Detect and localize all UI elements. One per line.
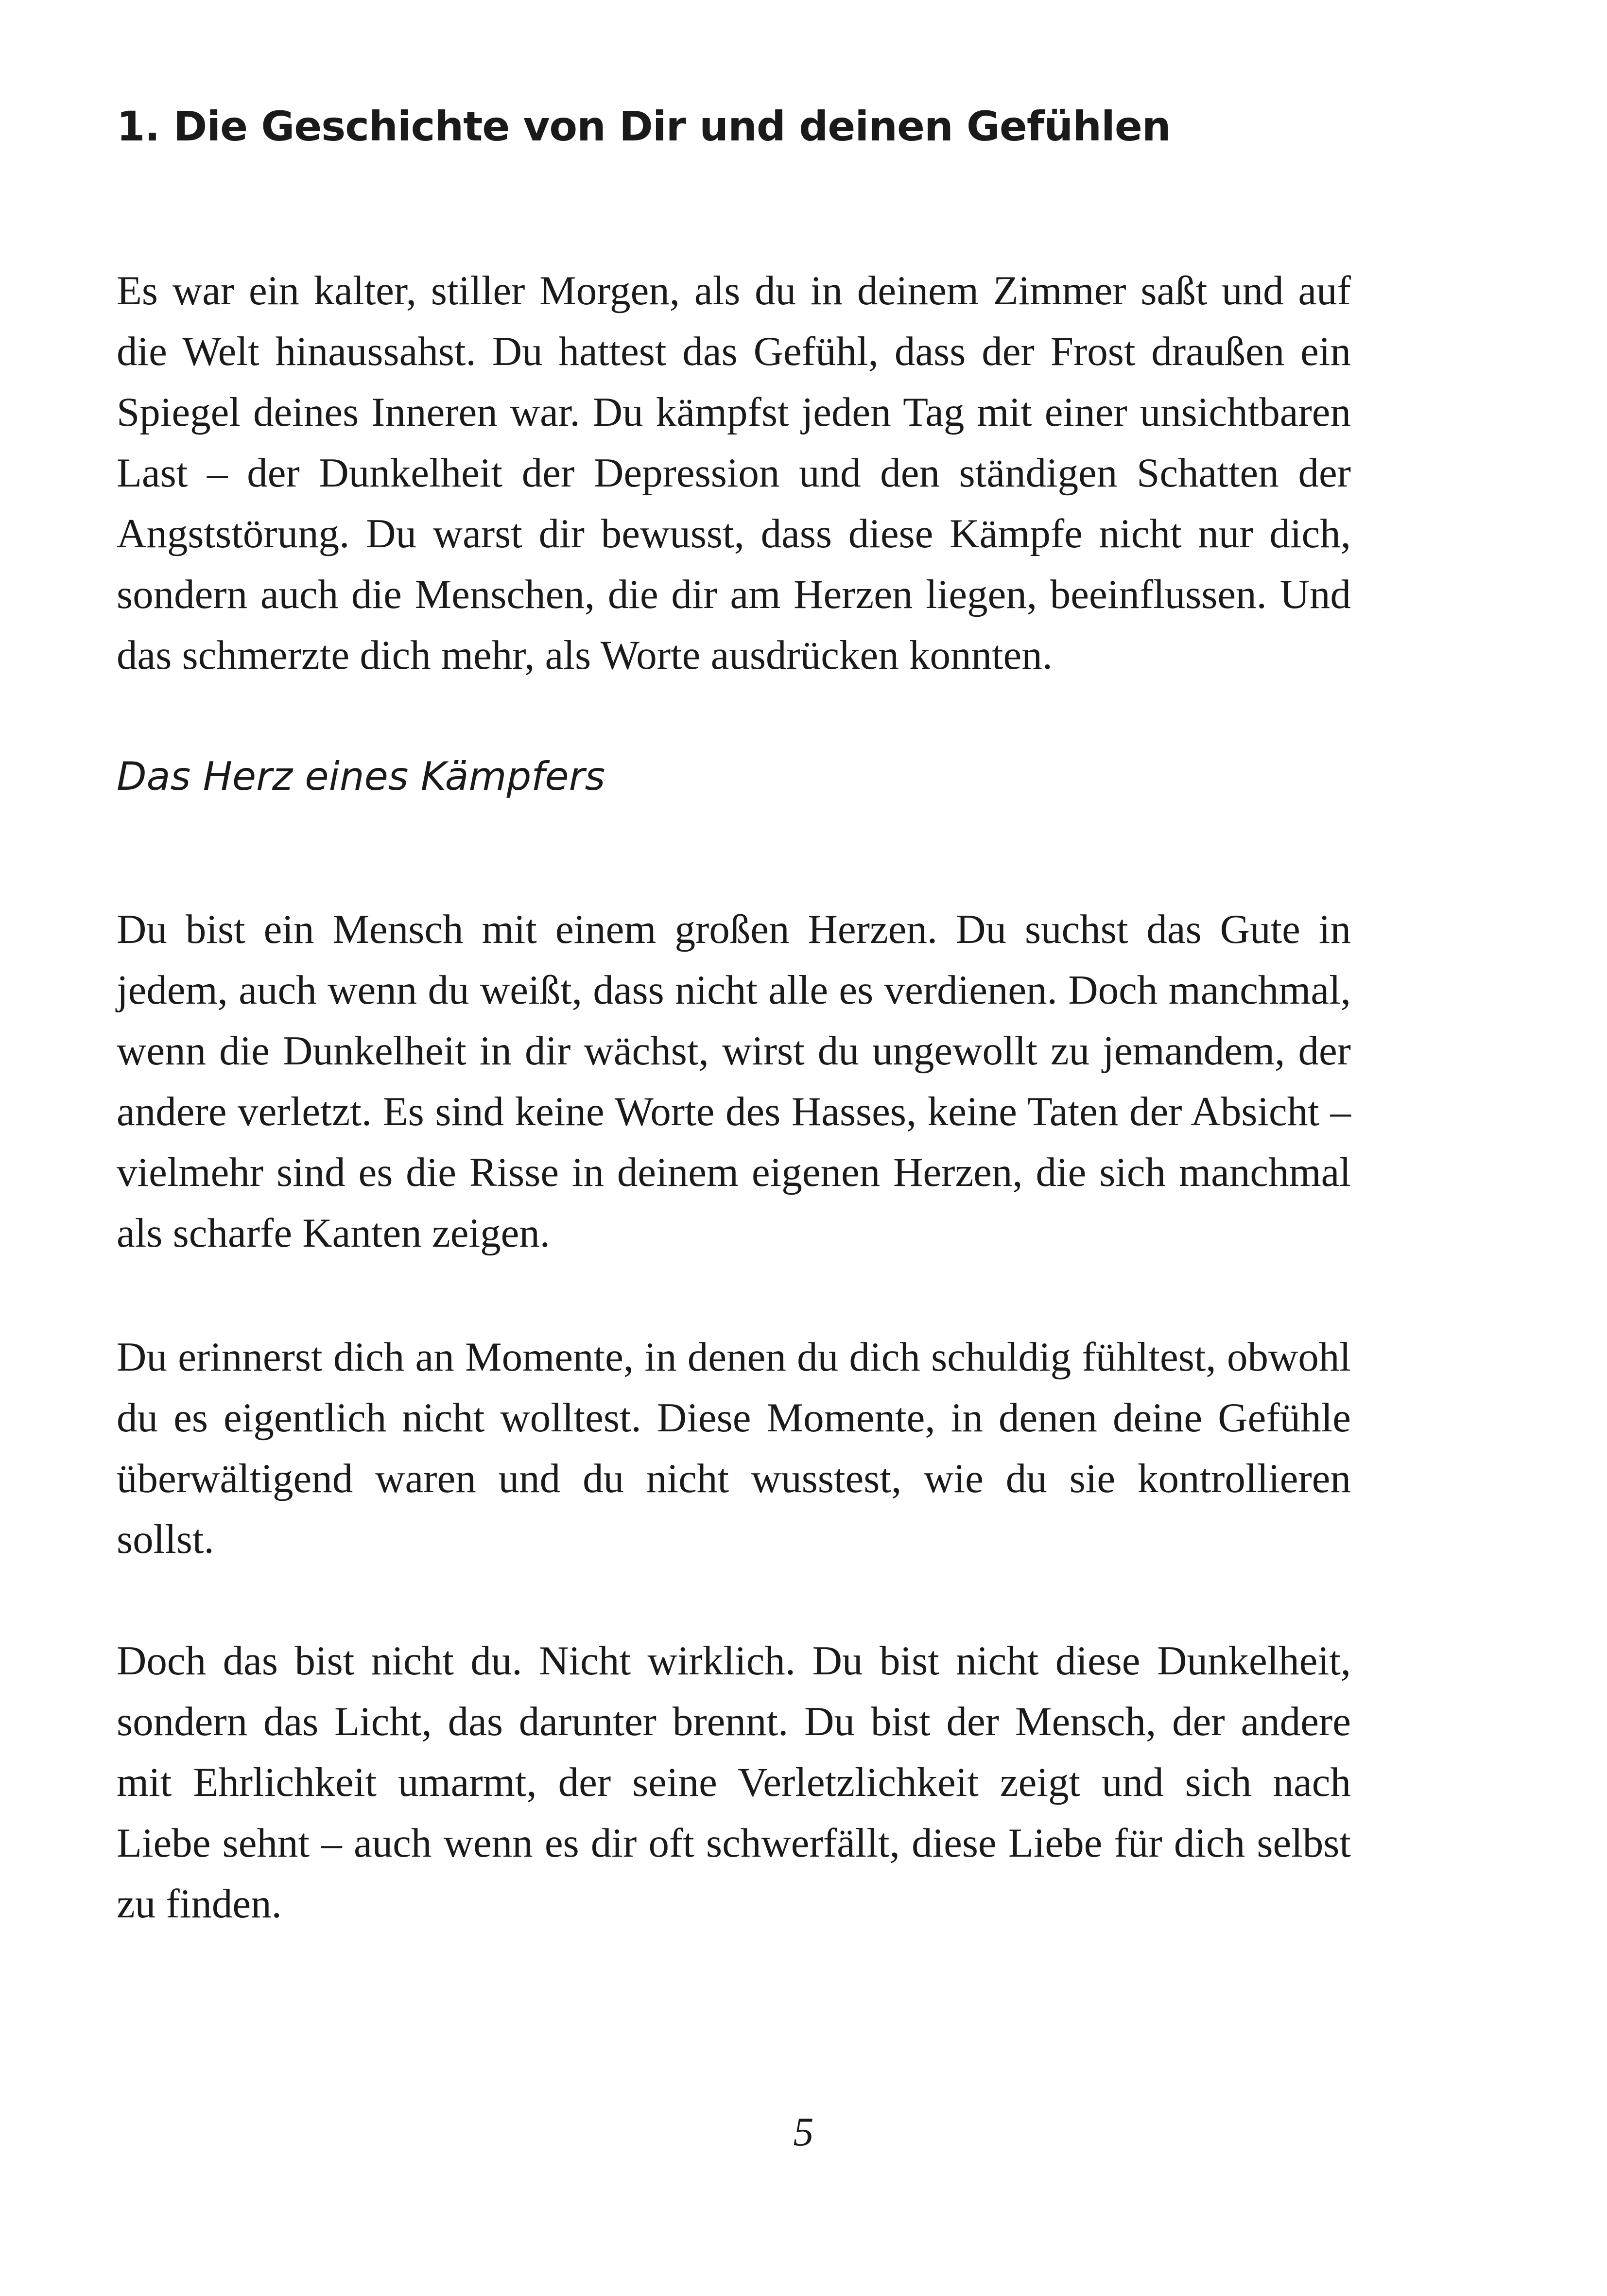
paragraph-1: Es war ein kalter, stiller Morgen, als du in deinem Zimmer saßt und auf die Welt hinaussahst. Du hattest das Gefühl, dass der Frost draußen ein Spiegel deines Inneren war. Du kämpfst jeden Tag mit einer unsichtbaren Last – der Dunkelheit der Depression und den ständigen Schatten der Angststörung. Du warst dir bewusst, dass diese Kämpfe nicht nur dich, sondern auch die Menschen, die dir am Herzen liegen, beeinflussen. Und das schmerzte dich mehr, als Worte ausdrücken konnten. xyxy=(117,268,1351,678)
section-title: Das Herz eines Kämpfers xyxy=(117,754,605,799)
paragraph-4: Doch das bist nicht du. Nicht wirklich. Du bist nicht diese Dunkelheit, sondern das Licht, das darunter brennt. Du bist der Mensch, der andere mit Ehrlichkeit umarmt, der seine Verletzlichkeit zeigt und sich nach Liebe sehnt – auch wenn es dir oft schwerfällt, diese Liebe für dich selbst zu finden. xyxy=(117,1638,1351,1927)
page-number: 5 xyxy=(793,2109,814,2155)
chapter-title: 1. Die Geschichte von Dir und deinen Gefühlen xyxy=(117,103,1171,150)
paragraph-2: Du bist ein Mensch mit einem großen Herzen. Du suchst das Gute in jedem, auch wenn du weißt, dass nicht alle es verdienen. Doch manchmal, wenn die Dunkelheit in dir wächst, wirst du ungewollt zu jemandem, der andere verletzt. Es sind keine Worte des Hasses, keine Taten der Absicht – vielmehr sind es die Risse in deinem eigenen Herzen, die sich manchmal als scharfe Kanten zeigen. xyxy=(117,906,1351,1256)
paragraph-3: Du erinnerst dich an Momente, in denen du dich schuldig fühltest, obwohl du es eigentlich nicht wolltest. Diese Momente, in denen deine Gefühle überwältigend waren und du nicht wusstest, wie du sie kontrollieren sollst. xyxy=(117,1334,1351,1562)
